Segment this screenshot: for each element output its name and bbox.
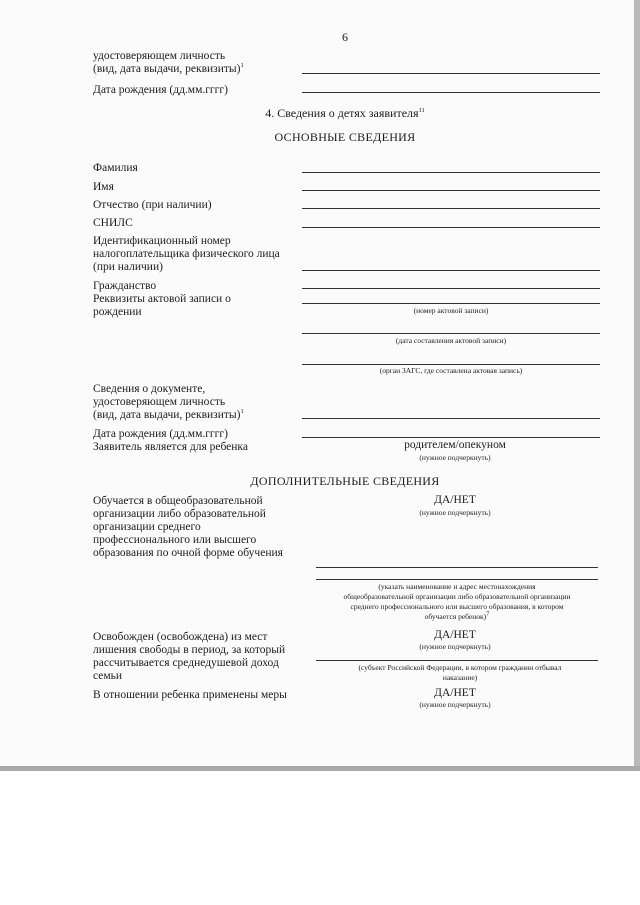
region-field-line[interactable] [316,660,598,661]
name-field-line[interactable] [302,190,600,191]
org-hint-line4 [302,612,612,621]
patronymic-field-line[interactable] [302,208,600,209]
extra-info-title: ДОПОЛНИТЕЛЬНЫЕ СВЕДЕНИЯ [250,474,440,488]
study-label-line5: образования по очной форме обучения [93,547,283,559]
freed-underline-hint: (нужное подчеркнуть) [419,642,491,651]
section-heading-text: 4. Сведения о детях заявителя [265,106,419,120]
page-bottom-edge [0,766,640,771]
top-birth-field-line[interactable] [302,92,600,93]
act-date-hint: (дата составления актовой записи) [395,336,507,345]
study-label-line1: Обучается в общеобразовательной [93,495,263,507]
freed-label-line2: лишения свободы в период, за который [93,644,286,656]
zags-hint: (орган ЗАГС, где составлена актовая запись) [379,366,523,375]
act-number-field-line[interactable] [302,303,600,304]
org-hint-line3: среднего профессионального или высшего образования, в котором [350,602,564,611]
freed-label-line4: семьи [93,670,123,682]
measures-yes-no-option[interactable]: ДА/НЕТ [434,687,476,699]
doc-label-text: (вид, дата выдачи, реквизиты) [93,409,241,421]
snils-label: СНИЛС [93,217,133,229]
footnote-mark: 1 [240,408,244,416]
doc-label-line1: Сведения о документе, [93,383,206,395]
patronymic-label: Отчество (при наличии) [93,199,212,211]
doc-field-line[interactable] [302,418,600,419]
study-yes-no-option[interactable]: ДА/НЕТ [434,494,476,506]
page-edge-shadow [634,0,640,770]
freed-label-line3: рассчитывается среднедушевой доход [93,657,279,669]
footnote-mark: 11 [418,107,425,114]
act-number-hint: (номер актовой записи) [413,306,489,315]
freed-label-line1: Освобожден (освобождена) из мест [93,631,268,643]
underline-hint: (нужное подчеркнуть) [419,453,491,462]
region-hint-line1: (субъект Российской Федерации, в котором гражданин отбывал [358,663,562,672]
footnote-mark: 7 [486,610,490,618]
parent-guardian-option[interactable]: родителем/опекуном [404,439,506,451]
top-doc-label-text: (вид, дата выдачи, реквизиты) [93,63,241,75]
study-label-line3: организации среднего [93,521,201,533]
top-birth-label: Дата рождения (дд.мм.гггг) [93,84,228,96]
org-hint-text: обучается ребенок) [424,612,487,621]
inn-label-line2: налогоплательщика физического лица [93,248,280,260]
top-doc-label-line2 [93,63,244,77]
applicant-is-label: Заявитель является для ребенка [93,441,248,453]
doc-label-line3 [93,409,244,423]
study-label-line4: профессионального или высшего [93,534,257,546]
act-record-label-line1: Реквизиты актовой записи о [93,293,231,305]
org-hint-line1: (указать наименование и адрес местонахождения [378,582,536,591]
org-field-line-1[interactable] [316,567,598,568]
name-label: Имя [93,181,114,193]
footnote-mark: 1 [240,62,244,70]
top-doc-label-line1: удостоверяющем личность [93,50,226,62]
study-label-line2: организации либо образовательной [93,508,266,520]
measures-underline-hint: (нужное подчеркнуть) [419,700,491,709]
main-info-title: ОСНОВНЫЕ СВЕДЕНИЯ [274,130,416,144]
birth-field-line[interactable] [302,437,600,438]
org-field-line-2[interactable] [316,579,598,580]
measures-label: В отношении ребенка применены меры [93,689,287,701]
citizenship-field-line[interactable] [302,288,600,289]
citizenship-label: Гражданство [93,280,157,292]
inn-label-line3: (при наличии) [93,261,163,273]
page-number: 6 [342,30,348,44]
birth-label: Дата рождения (дд.мм.гггг) [93,428,228,440]
study-underline-hint: (нужное подчеркнуть) [419,508,491,517]
region-hint-line2: наказание) [442,673,478,682]
surname-field-line[interactable] [302,172,600,173]
top-doc-field-line[interactable] [302,73,600,74]
snils-field-line[interactable] [302,227,600,228]
act-record-label-line2: рождении [93,306,142,318]
surname-label: Фамилия [93,162,138,174]
section-heading [200,106,490,121]
zags-field-line[interactable] [302,364,600,365]
act-date-field-line[interactable] [302,333,600,334]
doc-label-line2: удостоверяющем личность [93,396,226,408]
freed-yes-no-option[interactable]: ДА/НЕТ [434,629,476,641]
org-hint-line2: общеобразовательной организации либо образовательной организации [343,592,571,601]
inn-field-line[interactable] [302,270,600,271]
inn-label-line1: Идентификационный номер [93,235,231,247]
